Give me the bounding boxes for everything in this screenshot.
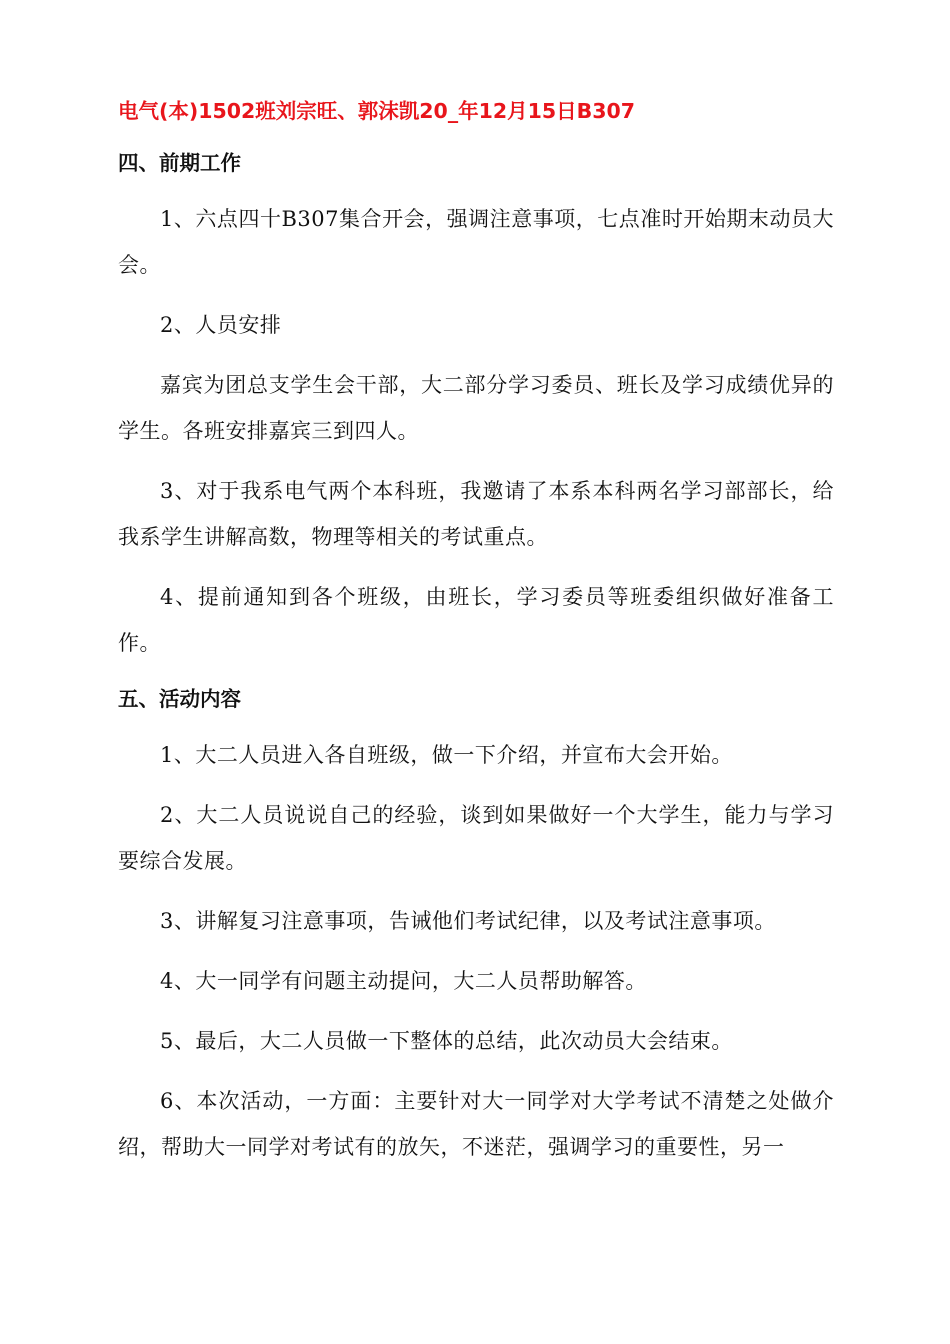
section-heading-preparation: 四、前期工作	[118, 151, 241, 175]
paragraph: 2、大二人员说说自己的经验，谈到如果做好一个大学生，能力与学习要综合发展。	[118, 803, 834, 873]
paragraph: 6、本次活动，一方面：主要针对大一同学对大学考试不清楚之处做介绍，帮助大一同学对考试有的放矢，不迷茫，强调学习的重要性，另一	[118, 1089, 834, 1159]
paragraph: 5、最后，大二人员做一下整体的总结，此次动员大会结束。	[160, 1029, 733, 1053]
paragraph: 4、大一同学有问题主动提问，大二人员帮助解答。	[160, 969, 647, 993]
paragraph: 3、讲解复习注意事项，告诫他们考试纪律，以及考试注意事项。	[160, 909, 776, 933]
paragraph: 3、对于我系电气两个本科班，我邀请了本系本科两名学习部部长，给我系学生讲解高数，物理等相关的考试重点。	[118, 479, 834, 549]
class-info-line: 电气(本)1502班刘宗旺、郭沫凯20_年12月15日B307	[118, 99, 636, 123]
paragraph: 4、提前通知到各个班级，由班长，学习委员等班委组织做好准备工作。	[118, 585, 834, 655]
paragraph: 1、大二人员进入各自班级，做一下介绍，并宣布大会开始。	[160, 743, 733, 767]
paragraph: 嘉宾为团总支学生会干部，大二部分学习委员、班长及学习成绩优异的学生。各班安排嘉宾三到四人。	[118, 373, 834, 443]
section-heading-activity: 五、活动内容	[118, 687, 241, 711]
paragraph: 1、六点四十B307集合开会，强调注意事项，七点准时开始期末动员大会。	[118, 207, 834, 277]
paragraph: 2、人员安排	[160, 313, 282, 337]
document-page	[118, 92, 834, 1184]
